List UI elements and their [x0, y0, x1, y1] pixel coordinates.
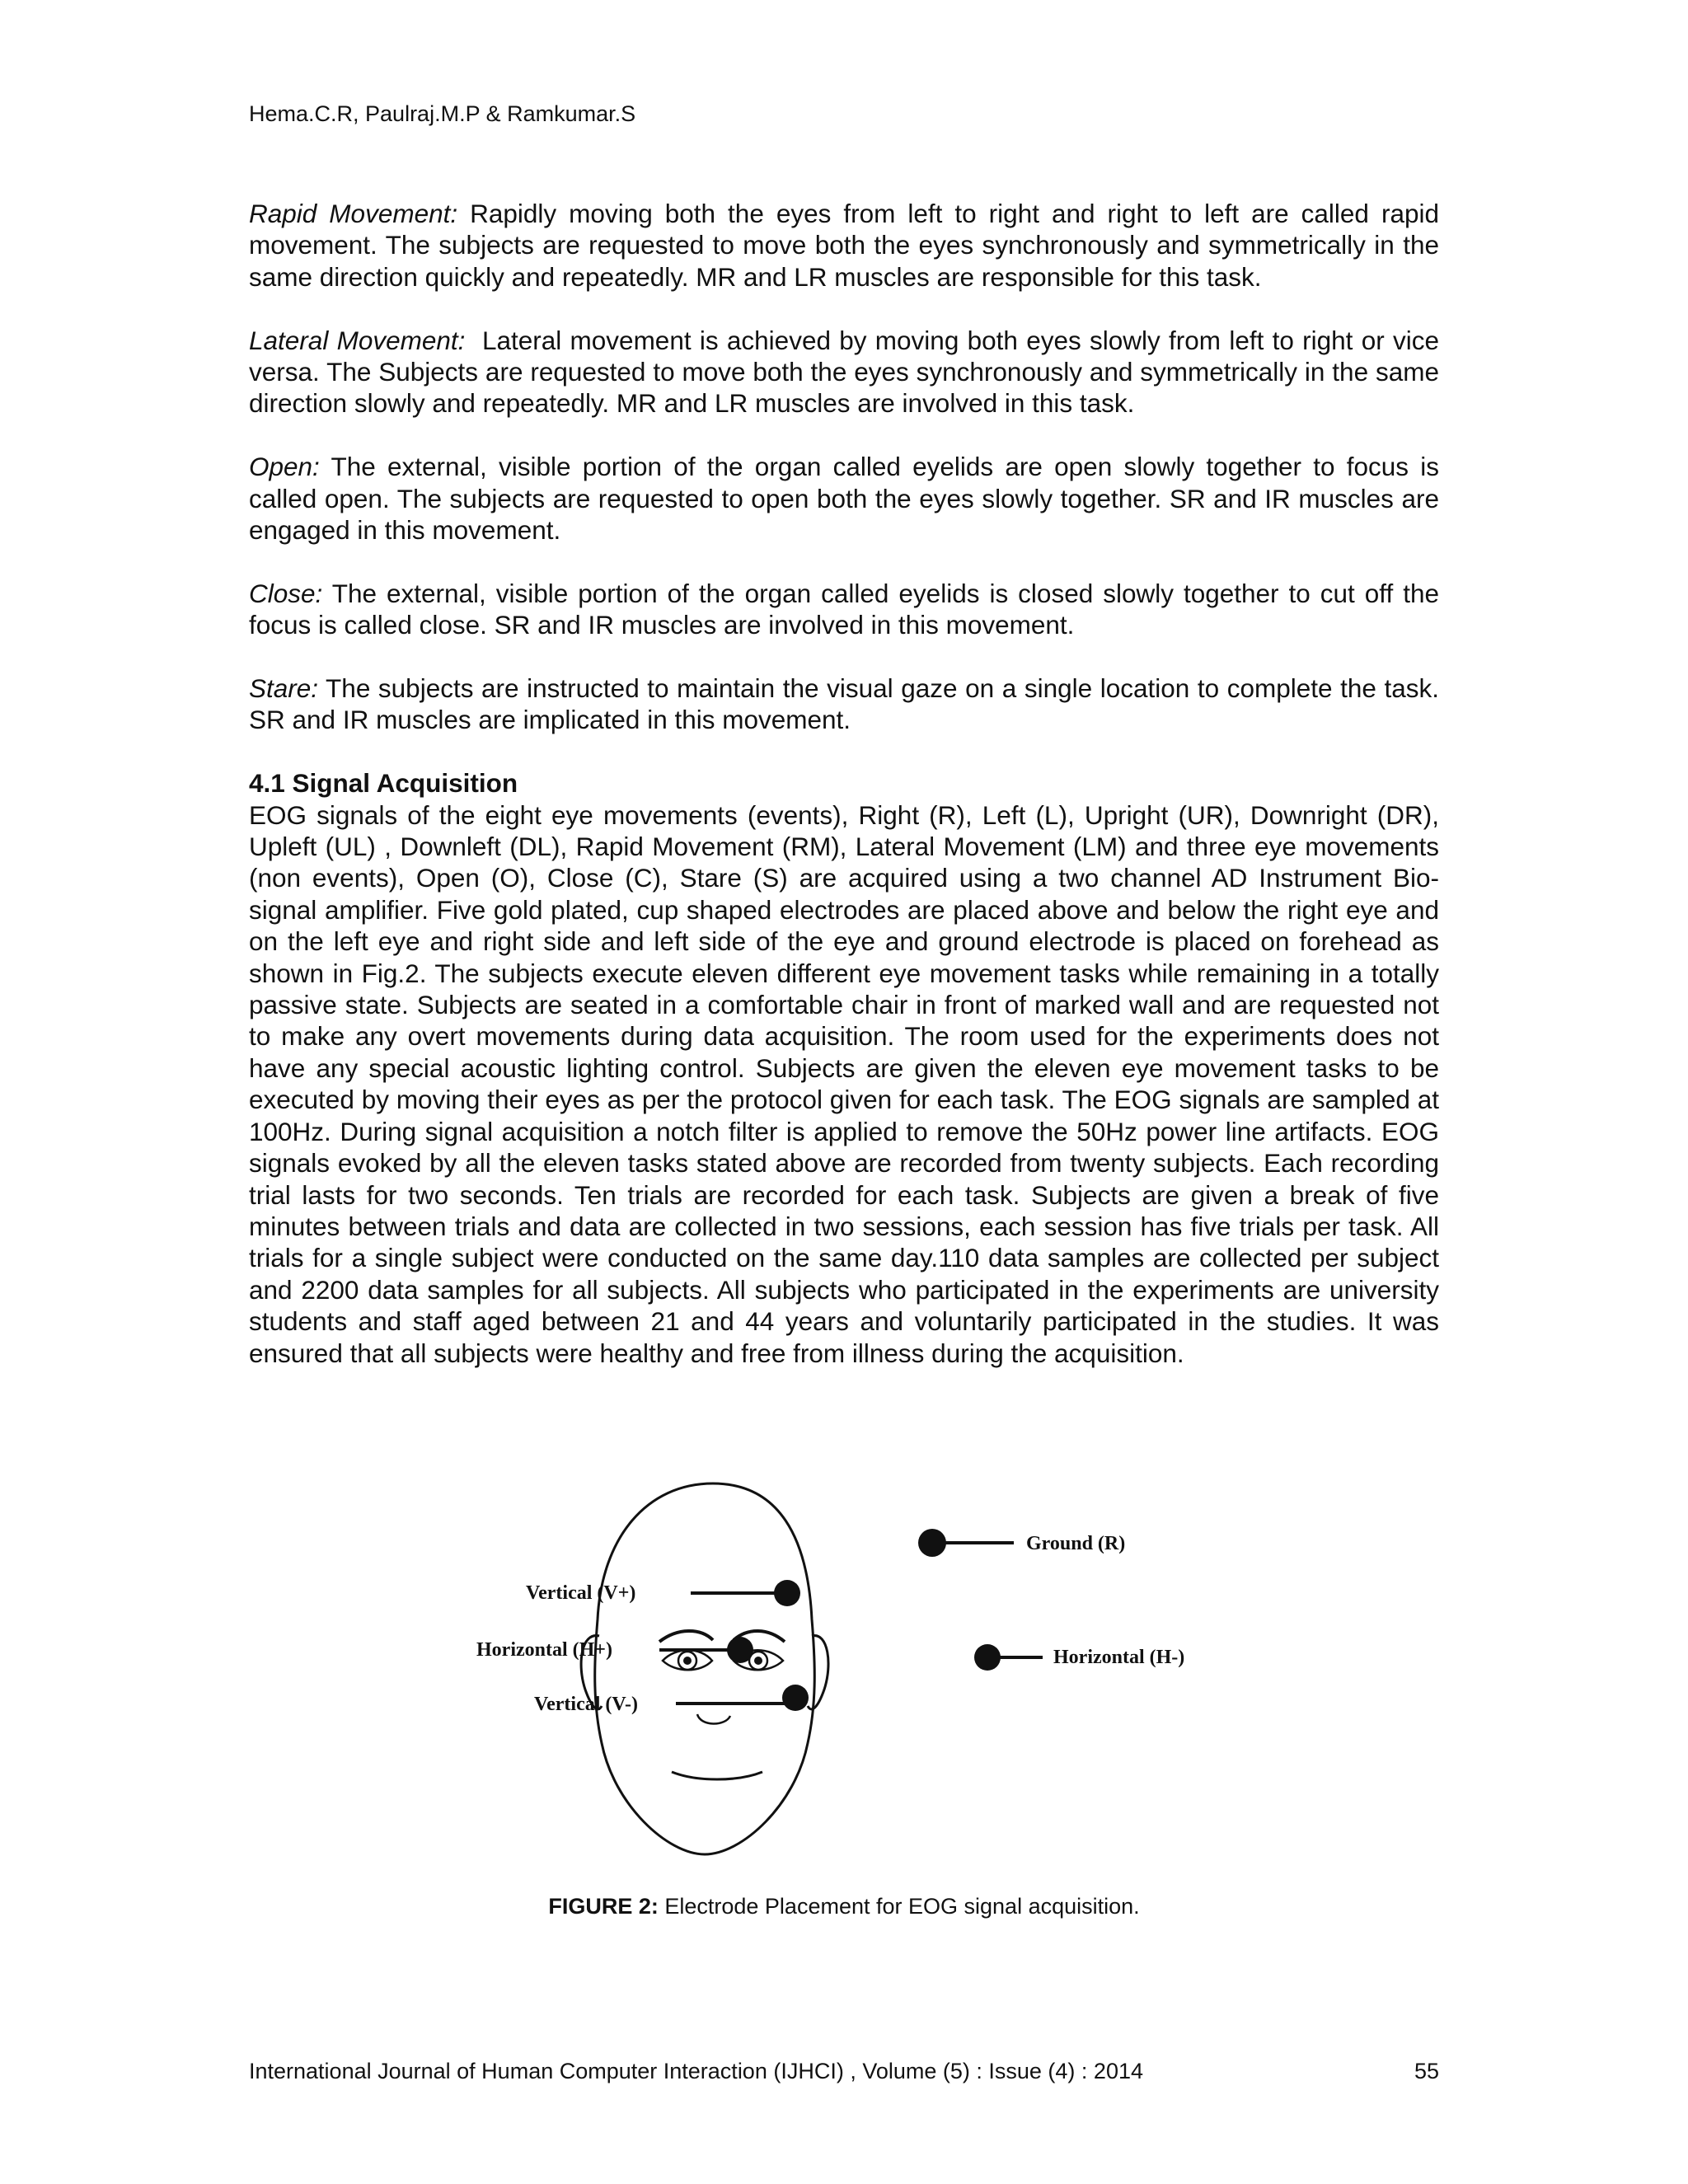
section-paragraph: EOG signals of the eight eye movements (events), Right (R), Left (L), Upright (UR), Downright (DR), Upleft (UL) , Downleft (DL), Rapid Movement (RM), Lateral Movement (LM) and three eye movements (non events), Open (O), Close (C), Stare (S) are acquired using a two channel AD Instrument Bio-signal amplifier. Five gold plated, cup shaped electrodes are placed above and below the right eye and on the left eye and right side and left side of the eye and ground electrode is placed on forehead as shown in Fig.2. The subjects execute eleven different eye movement tasks while remaining in a totally passive state. Subjects are seated in a comfortable chair in front of marked wall and are requested not to make any overt movements during data acquisition. The room used for the experiments does not have any special acoustic lighting control. Subjects are given the eleven eye movement tasks to be executed by moving their eyes as per the protocol given for each task. The EOG signals are sampled at 100Hz. During signal acquisition a notch filter is applied to remove the 50Hz power line artifacts. EOG signals evoked by all the eleven tasks stated above are recorded from twenty subjects. Each recording trial lasts for two seconds. Ten trials are recorded for each task. Subjects are given a break of five minutes between trials and data are collected in two sessions, each session has five trials per task. All trials for a single subject were conducted on the same day.110 data samples are collected per subject and 2200 data samples for all subjects. All subjects who participated in the experiments are university students and staff aged between 21 and 44 years and voluntarily participated in the studies. It was ensured that all subjects were healthy and free from illness during the acquisition.	[249, 799, 1439, 1368]
page-number: 55	[1414, 2059, 1439, 2083]
label-horizontal-plus: Horizontal (H+)	[476, 1639, 612, 1661]
caption-text: Electrode Placement for EOG signal acquisition.	[658, 1894, 1140, 1919]
caption-label: FIGURE 2:	[548, 1894, 659, 1919]
mouth	[672, 1772, 762, 1779]
term-lateral-movement: Lateral Movement:	[249, 325, 466, 355]
paragraph-rapid-movement	[249, 198, 1439, 293]
paragraph-lateral-movement	[249, 325, 1447, 419]
paragraph-stare	[249, 673, 1439, 736]
section-heading: 4.1 Signal Acquisition	[249, 768, 518, 799]
label-vertical-minus: Vertical (V-)	[534, 1694, 638, 1715]
label-ground: Ground (R)	[1026, 1533, 1126, 1554]
term-close: Close:	[249, 578, 323, 608]
electrode-placement-figure	[462, 1459, 1286, 1871]
nose	[697, 1714, 730, 1724]
text-lateral-movement: Lateral movement is achieved by moving both eyes slowly from left to right or vice versa. The Subjects are requested to move both the eyes synchronously and symmetrically in the same direction slowly and repeatedly. MR and LR muscles are involved in this task.	[249, 325, 1447, 419]
text-open: The external, visible portion of the organ called eyelids are open slowly together to focus is called open. The subjects are requested to open both the eyes slowly together. SR and IR muscles are engaged in this movement.	[249, 452, 1439, 546]
text-rapid-movement: Rapidly moving both the eyes from left to right and right to left are called rapid movement. The subjects are requested to move both the eyes synchronously and symmetrically in the same direction quickly and repeatedly. MR and LR muscles are responsible for this task.	[249, 199, 1439, 292]
text-stare: The subjects are instructed to maintain the visual gaze on a single location to complete the task. SR and IR muscles are implicated in this movement.	[249, 673, 1439, 735]
paragraph-open	[249, 451, 1439, 546]
text-close: The external, visible portion of the organ called eyelids is closed slowly together to cut off the focus is called close. SR and IR muscles are involved in this movement.	[249, 578, 1439, 640]
figure-caption	[0, 1891, 1688, 1921]
label-horizontal-minus: Horizontal (H-)	[1053, 1647, 1185, 1668]
footer-journal: International Journal of Human Computer Interaction (IJHCI) , Volume (5) : Issue (4) : 2014	[249, 2059, 1143, 2083]
body-text	[249, 198, 1447, 1369]
head-outline	[595, 1483, 815, 1854]
paragraph-close	[249, 578, 1439, 641]
right-ear	[808, 1636, 828, 1709]
term-rapid-movement: Rapid Movement:	[249, 199, 458, 228]
left-eyebrow	[659, 1631, 713, 1642]
term-stare: Stare:	[249, 673, 319, 704]
label-vertical-plus: Vertical (V+)	[526, 1582, 636, 1604]
term-open: Open:	[249, 452, 320, 482]
running-head-authors: Hema.C.R, Paulraj.M.P & Ramkumar.S	[249, 101, 636, 126]
vertical-minus-electrode	[782, 1685, 809, 1711]
left-eye	[663, 1650, 712, 1670]
head-diagram	[462, 1459, 1286, 1871]
